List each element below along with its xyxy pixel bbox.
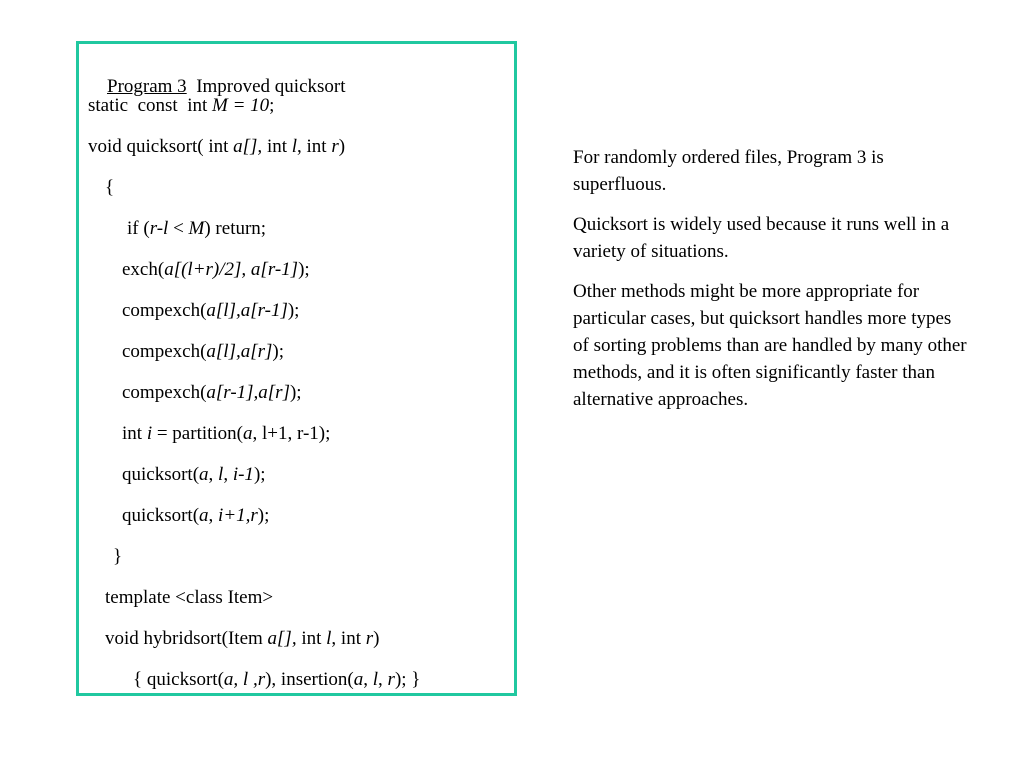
code-text: }: [113, 546, 123, 567]
code-text: int: [296, 628, 327, 649]
code-identifier: l: [291, 136, 298, 157]
code-identifier: a[l],a[r]: [206, 341, 273, 362]
code-identifier: r: [331, 136, 339, 157]
code-text: <: [168, 218, 189, 239]
code-line: [122, 464, 266, 486]
code-identifier: a[],: [267, 628, 297, 649]
code-line: [105, 177, 114, 199]
code-text: quicksort(: [122, 464, 200, 485]
code-identifier: r: [387, 669, 395, 690]
code-text: ,: [363, 669, 373, 690]
code-text: template <class Item>: [105, 587, 274, 608]
code-identifier: a: [199, 505, 209, 526]
code-text: ,: [208, 464, 219, 485]
code-line: [122, 382, 302, 404]
code-identifier: a[r-1],a[r]: [206, 382, 290, 403]
code-text: void hybridsort(Item: [105, 628, 268, 649]
code-listing-box: [76, 41, 517, 696]
code-identifier: a[],: [233, 136, 263, 157]
code-text: ,: [208, 505, 219, 526]
code-text: static const int: [88, 95, 213, 116]
code-identifier: a: [243, 423, 253, 444]
code-text: ), insertion(: [265, 669, 354, 690]
code-text: = partition(: [152, 423, 244, 444]
code-identifier: a: [199, 464, 209, 485]
code-text: , int: [297, 136, 332, 157]
note-paragraph-1: For randomly ordered files, Program 3 is superfluous.: [573, 147, 884, 195]
code-line: [88, 136, 345, 158]
code-identifier: l: [218, 464, 224, 485]
code-text: ;: [269, 95, 275, 116]
code-text: {: [105, 177, 115, 198]
note-paragraph-3: Other methods might be more appropriate for particular cases, but quicksort handles more types of sorting problems than are handled by many other methods, and it is often significantly faster than alternative approaches.: [573, 281, 967, 410]
code-identifier: r-l: [149, 218, 169, 239]
code-identifier: a[l],a[r-1]: [206, 300, 288, 321]
code-line: [122, 341, 284, 363]
code-text: quicksort(: [122, 505, 200, 526]
code-text: ,: [378, 669, 388, 690]
code-text: compexch(: [122, 300, 207, 321]
code-text: );: [272, 341, 285, 362]
code-text: { quicksort(: [133, 669, 224, 690]
code-identifier: a: [353, 669, 364, 690]
code-identifier: a, l ,r: [223, 669, 266, 690]
code-line: [122, 423, 330, 445]
code-identifier: r: [365, 628, 374, 649]
code-text: void quicksort( int: [88, 136, 234, 157]
code-text: ): [373, 628, 380, 649]
code-identifier: a[(l+r)/2], a[r-1]: [164, 259, 299, 280]
code-line: [122, 300, 299, 322]
code-text: ); }: [394, 669, 421, 690]
code-text: int: [262, 136, 292, 157]
code-identifier: l: [372, 669, 379, 690]
notes-panel: [573, 144, 968, 426]
code-line: [133, 669, 420, 691]
code-text: );: [287, 300, 300, 321]
code-text: , int: [331, 628, 366, 649]
code-text: ): [338, 136, 346, 157]
code-identifier: M: [188, 218, 205, 239]
code-identifier: i: [146, 423, 153, 444]
code-text: if (: [127, 218, 150, 239]
code-line: [127, 218, 266, 240]
code-text: ,: [223, 464, 233, 485]
code-identifier: i+1,r: [218, 505, 258, 526]
code-text: , l+1, r-1);: [252, 423, 331, 444]
code-text: );: [253, 464, 266, 485]
code-text: compexch(: [122, 382, 207, 403]
program-label: Program 3: [107, 76, 187, 97]
code-text: int: [122, 423, 147, 444]
code-line: [105, 587, 273, 609]
code-text: );: [257, 505, 270, 526]
code-text: exch(: [122, 259, 165, 280]
code-text: ) return;: [204, 218, 267, 239]
code-line: [122, 505, 269, 527]
program-name: Improved quicksort: [196, 76, 346, 97]
code-text: compexch(: [122, 341, 207, 362]
code-identifier: l: [326, 628, 332, 649]
code-line: [122, 259, 310, 281]
code-text: );: [298, 259, 310, 280]
code-line: [113, 546, 122, 568]
code-line: [105, 628, 379, 650]
code-identifier: i-1: [232, 464, 254, 485]
code-line: [88, 95, 274, 117]
code-identifier: M = 10: [212, 95, 270, 116]
note-paragraph-2: Quicksort is widely used because it runs well in a variety of situations.: [573, 214, 950, 262]
code-text: );: [289, 382, 302, 403]
